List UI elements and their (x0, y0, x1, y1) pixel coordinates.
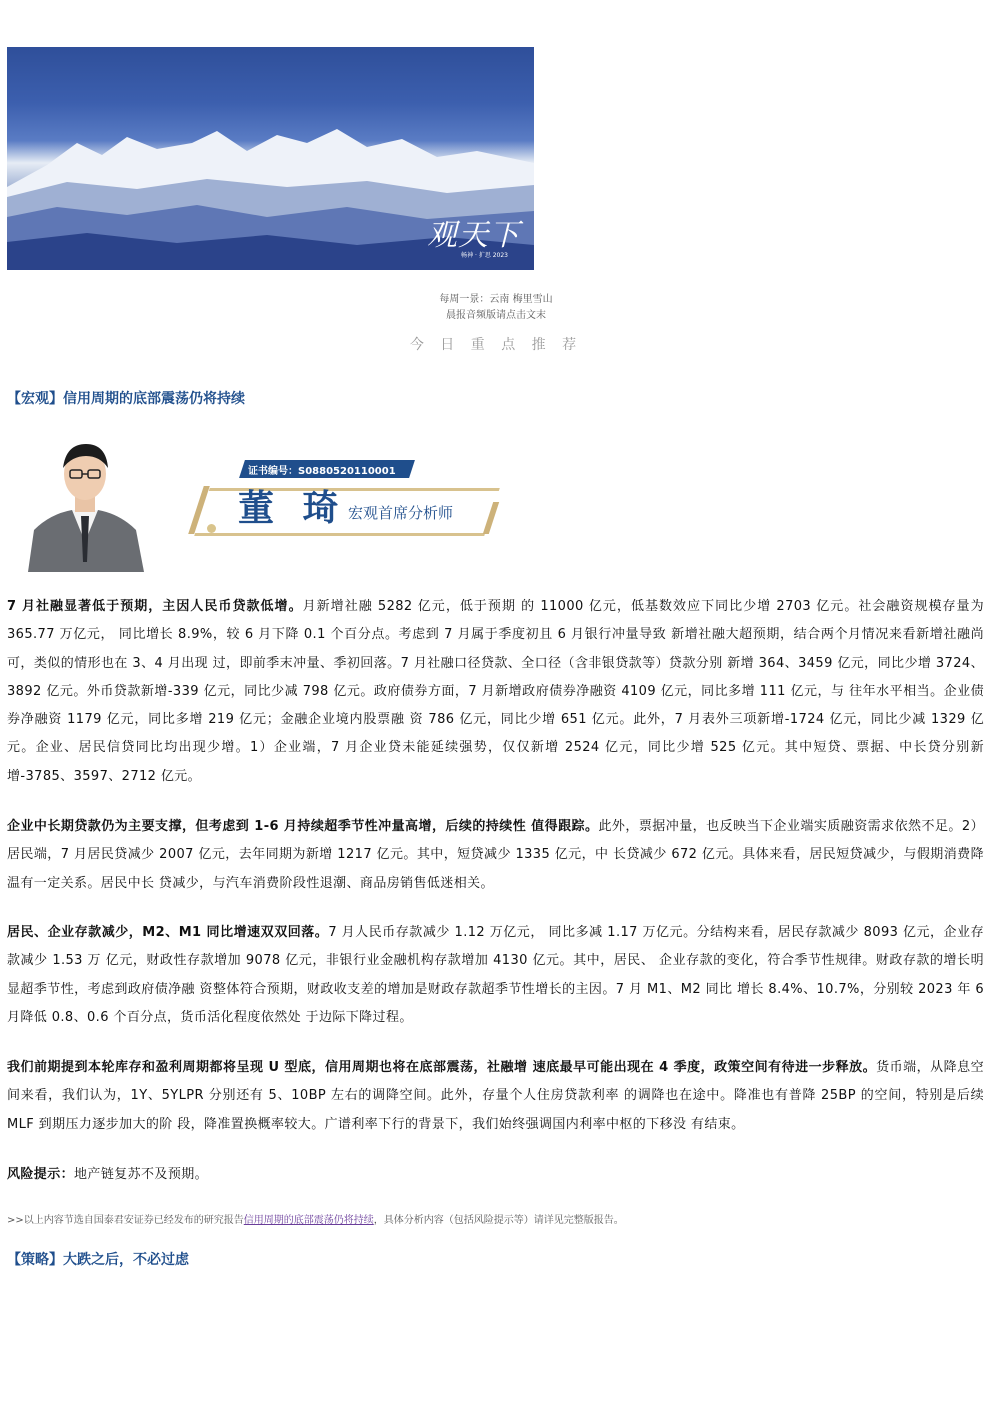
today-highlights-label: 今 日 重 点 推 荐 (409, 337, 583, 353)
audio-hint[interactable]: 晨报音频版请点击文末 (446, 310, 546, 321)
paragraph-1-lead: 7 月社融显著低于预期，主因人民币贷款低增。 (7, 599, 303, 614)
source-note-suffix: ，具体分析内容（包括风险提示等）请详见完整版报告。 (373, 1215, 624, 1226)
analyst-cert-number: 证书编号：S0880520110001 (248, 466, 396, 477)
frame-dot (207, 524, 216, 533)
banner-image (7, 47, 534, 270)
analyst-card (20, 430, 510, 575)
paragraph-4 (7, 1054, 984, 1139)
report-link[interactable]: 信用周期的底部震荡仍将持续 (243, 1215, 374, 1226)
paragraph-1-body: 月新增社融 5282 亿元，低于预期 的 11000 亿元，低基数效应下同比少增 2703 亿元。社会融资规模存量为 365.77 万亿元， 同比增长 8.9%，较 6 月下降 0.1 个百分点。考虑到 7 月属于季度初且 6 月银行冲量导致 新增社融大超预期，结合两个月情况来看新增社融尚可，类似的情形也在 3、4 月出现 过，即前季末冲量、季初回落。7 月社融口径贷款、全口径（含非银贷款等）贷款分别 新增 364、3459 亿元，同比少增 3724、3892 亿元。外币贷款新增-339 亿元，同比少减 798 亿元。政府债券方面，7 月新增政府债券净融资 4109 亿元，同比多增 111 亿元，与 往年水平相当。企业债券净融资 1179 亿元，同比多增 219 亿元；金融企业境内股票融 资 786 亿元，同比少增 651 亿元。此外，7 月表外三项新增-1724 亿元，同比少减 1329 亿元。企业、居民信贷同比均出现少增。1）企业端，7 月企业贷未能延续强势，仅仅新增 2524 亿元，同比少增 525 亿元。其中短贷、票据、中长贷分别新增-3785、3597、2712 亿元。 (7, 599, 984, 784)
paragraph-2-lead: 企业中长期贷款仍为主要支撑，但考虑到 1-6 月持续超季节性冲量高增，后续的持续性 值得跟踪。 (7, 819, 599, 834)
paragraph-4-body: 货币端，从降息空间来看，我们认为，1Y、5YLPR 分别还有 5、10BP 左右的调降空间。此外，存量个人住房贷款利率 的调降也在途中。降准也有普降 25BP 的空间，特别是后续 MLF 到期压力逐步加大的阶 段，降准置换概率较大。广谱利率下行的背景下，我们始终强调国内利率中枢的下移没 有结束。 (7, 1060, 985, 1132)
paragraph-2-body: 此外，票据冲量，也反映当下企业端实质融资需求依然不足。2）居民端，7 月居民贷减少 2007 亿元，去年同期为新增 1217 亿元。其中，短贷减少 1335 亿元，中 长贷减少 672 亿元。具体来看，居民短贷减少，与假期消费降温有一定关系。居民中长 贷减少，与汽车消费阶段性退潮、商品房销售低迷相关。 (7, 819, 984, 891)
section-title-strategy: 【策略】大跌之后，不必过虑 (7, 1252, 189, 1268)
risk-note (7, 1161, 984, 1189)
banner-logo-sub: 畅神 · 扩思 2023 (461, 252, 508, 259)
paragraph-2 (7, 813, 984, 898)
paragraph-4-lead: 我们前期提到本轮库存和盈利周期都将呈现 U 型底，信用周期也将在底部震荡，社融增 速底最早可能出现在 4 季度，政策空间有待进一步释放。 (7, 1060, 877, 1075)
paragraph-1 (7, 593, 984, 791)
paragraph-3-lead: 居民、企业存款减少，M2、M1 同比增速双双回落。 (7, 925, 329, 940)
risk-lead: 风险提示： (7, 1167, 75, 1182)
analyst-role: 宏观首席分析师 (348, 504, 454, 522)
paragraph-3 (7, 919, 984, 1032)
analyst-photo (20, 430, 150, 572)
source-note (7, 1211, 624, 1226)
source-note-prefix: >>以上内容节选自国泰君安证券已经发布的研究报告 (7, 1215, 244, 1226)
image-caption: 每周一景：云南 梅里雪山 (439, 294, 553, 305)
risk-body: 地产链复苏不及预期。 (74, 1167, 209, 1182)
analyst-name: 董 琦 (238, 487, 347, 529)
section-title-macro: 【宏观】信用周期的底部震荡仍将持续 (7, 391, 245, 407)
banner-logo: 观天下 (427, 218, 520, 253)
paragraph-3-body: 7 月人民币存款减少 1.12 万亿元， 同比多减 1.17 万亿元。分结构来看，居民存款减少 8093 亿元，企业存款减少 1.53 万 亿元，财政性存款增加 9078 亿元，非银行业金融机构存款增加 4130 亿元。其中，居民、 企业存款的变化，符合季节性规律。财政存款的增长明显超季节性，考虑到政府债净融 资整体符合预期，财政收支差的增加是财政存款超季节性增长的主因。7 月 M1、M2 同比 增长 8.4%、10.7%，分别较 2023 年 6 月降低 0.8、0.6 个百分点，货币活化程度依然处 于边际下降过程。 (7, 925, 984, 1025)
